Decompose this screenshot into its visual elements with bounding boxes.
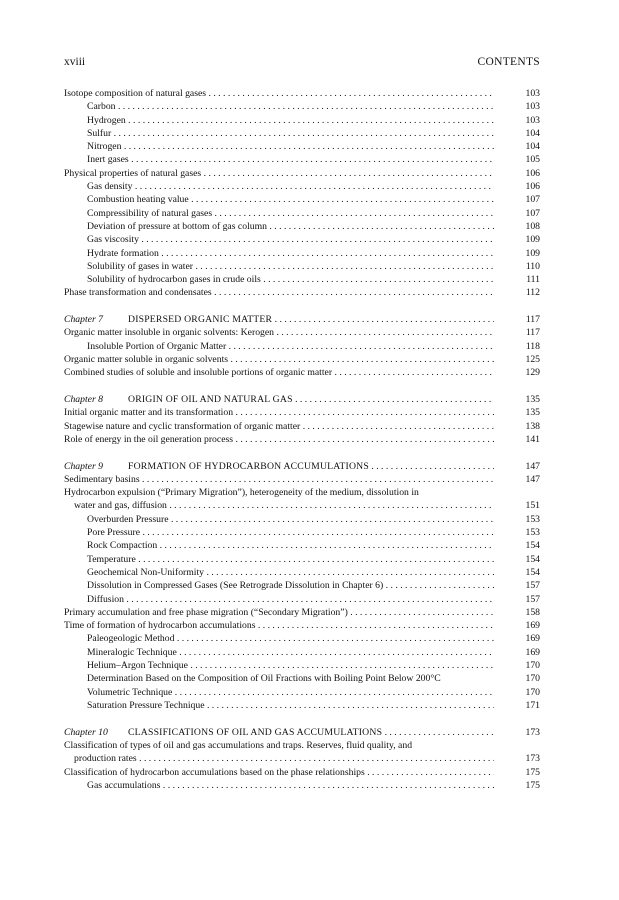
toc-entry[interactable]	[64, 526, 540, 539]
toc-entry-page: 117	[525, 327, 540, 339]
toc-entry-page: 157	[525, 593, 540, 605]
toc-entry[interactable]	[64, 539, 540, 552]
chapter-title-line	[64, 393, 494, 406]
toc-entry-title: Dissolution in Compressed Gases (See Retrograde Dissolution in Chapter 6) . . .	[87, 579, 494, 592]
chapter-title-line	[64, 313, 494, 326]
toc-entry-page: 125	[525, 354, 540, 366]
toc-entry-page: 169	[525, 633, 540, 645]
toc-entry-title: Combustion heating value . . .	[87, 193, 494, 206]
toc-entry-title: Gas viscosity . . .	[87, 233, 494, 246]
toc-entry-title: Combined studies of soluble and insoluble portions of organic matter . . .	[64, 366, 494, 379]
toc-entry[interactable]	[64, 420, 540, 433]
toc-entry[interactable]	[64, 87, 540, 100]
toc-entry[interactable]	[64, 646, 540, 659]
toc-entry-title: Stagewise nature and cyclic transformation of organic matter . . .	[64, 420, 494, 433]
toc-entry[interactable]	[64, 553, 540, 566]
section-gap	[64, 300, 540, 313]
toc-entry-page: 110	[525, 260, 540, 272]
chapter-page: 135	[525, 394, 540, 406]
toc-entry[interactable]	[64, 353, 540, 366]
toc-entry[interactable]	[64, 193, 540, 206]
toc-entry-title: Primary accumulation and free phase migration (“Secondary Migration”) . . .	[64, 606, 494, 619]
toc-entry-title: Classification of types of oil and gas accumulations and traps. Reserves, fluid quality, and	[64, 739, 413, 751]
chapter-heading[interactable]	[64, 726, 540, 739]
toc-entry-title: Temperature . . .	[87, 553, 494, 566]
toc-entry-page: 157	[525, 580, 540, 592]
chapter-heading[interactable]	[64, 313, 540, 326]
toc-entry-page: 107	[525, 194, 540, 206]
chapter-title: ORIGIN OF OIL AND NATURAL GAS	[128, 394, 293, 406]
toc-entry-title: Deviation of pressure at bottom of gas column . . .	[87, 220, 494, 233]
toc-entry-page: 175	[525, 779, 540, 791]
toc-entry-page: 107	[525, 207, 540, 219]
toc-entry-page: 169	[525, 646, 540, 658]
chapter-title: FORMATION OF HYDROCARBON ACCUMULATIONS	[128, 460, 369, 472]
toc-entry-page: 171	[525, 699, 540, 711]
toc-entry[interactable]	[64, 579, 540, 592]
toc-entry[interactable]	[64, 486, 540, 499]
toc-entry-page: 141	[525, 433, 540, 445]
toc-entry-page: 153	[525, 527, 540, 539]
toc-entry-title: Hydrocarbon expulsion (“Primary Migration”), heterogeneity of the medium, dissolution in	[64, 487, 419, 499]
toc-entry-title: Organic matter soluble in organic solvents . . .	[64, 353, 494, 366]
toc-entry-page: 169	[525, 620, 540, 632]
toc-entry[interactable]	[64, 499, 540, 512]
toc-entry-page: 104	[525, 127, 540, 139]
page-header	[64, 56, 540, 70]
toc-entry-title: production rates . . .	[74, 752, 494, 765]
toc-entry-title: Diffusion . . .	[87, 593, 494, 606]
chapter-page: 147	[525, 460, 540, 472]
toc-entry-page: 147	[525, 473, 540, 485]
toc-entry[interactable]	[64, 593, 540, 606]
toc-entry-title: Compressibility of natural gases . . .	[87, 207, 494, 220]
toc-entry-page: 129	[525, 367, 540, 379]
toc-entry-title: Rock Compaction . . .	[87, 539, 494, 552]
toc-entry[interactable]	[64, 207, 540, 220]
chapter-label: Chapter 9	[64, 460, 104, 472]
toc-entry-title: Gas density . . .	[87, 180, 494, 193]
toc-entry-page: 154	[525, 553, 540, 565]
chapter-title: CLASSIFICATIONS OF OIL AND GAS ACCUMULATIONS	[128, 726, 383, 738]
toc-entry-page: 153	[525, 513, 540, 525]
toc-entry-title: Overburden Pressure . . .	[87, 513, 494, 526]
section-gap	[64, 446, 540, 459]
toc-entry-title: Inert gases . . .	[87, 153, 494, 166]
toc-entry-title: water and gas, diffusion . . .	[74, 499, 494, 512]
toc-entry[interactable]	[64, 566, 540, 579]
toc-entry-title: Pore Pressure . . .	[87, 526, 494, 539]
toc-entry[interactable]	[64, 632, 540, 645]
toc-entry-page: 138	[525, 420, 540, 432]
toc-entry-page: 135	[525, 407, 540, 419]
toc-entry-page: 103	[525, 88, 540, 99]
chapter-label: Chapter 7	[64, 314, 104, 326]
toc-entry[interactable]	[64, 779, 540, 792]
chapter-label: Chapter 10	[64, 726, 108, 738]
toc-entry-page: 103	[525, 114, 540, 126]
toc-entry-page: 175	[525, 766, 540, 778]
toc-entry[interactable]	[64, 619, 540, 632]
toc-entry-page: 104	[525, 141, 540, 153]
toc-entry-title: Initial organic matter and its transformation . . .	[64, 406, 494, 419]
chapter-page: 117	[525, 314, 540, 326]
toc-entry[interactable]	[64, 326, 540, 339]
section-gap	[64, 712, 540, 725]
table-of-contents	[64, 87, 540, 792]
toc-entry-page: 170	[525, 673, 540, 685]
toc-entry[interactable]	[64, 366, 540, 379]
toc-entry[interactable]	[64, 167, 540, 180]
toc-entry-page: 173	[525, 753, 540, 765]
toc-entry-title: Nitrogen . . .	[87, 140, 494, 153]
toc-entry-page: 106	[525, 167, 540, 179]
toc-entry[interactable]	[64, 247, 540, 260]
toc-entry-page: 105	[525, 154, 540, 166]
toc-entry-title: Phase transformation and condensates . . .	[64, 286, 494, 299]
toc-entry-page: 108	[525, 220, 540, 232]
toc-entry-title: Solubility of gases in water . . .	[87, 260, 494, 273]
toc-entry-page: 170	[525, 660, 540, 672]
toc-entry-title: Gas accumulations . . .	[87, 779, 494, 792]
toc-entry-title: Hydrate formation . . .	[87, 247, 494, 260]
toc-entry[interactable]	[64, 233, 540, 246]
toc-entry[interactable]	[64, 127, 540, 140]
toc-entry-title: Time of formation of hydrocarbon accumulations . . .	[64, 619, 494, 632]
chapter-page: 173	[525, 726, 540, 738]
toc-entry[interactable]	[64, 100, 540, 113]
toc-entry-title: Carbon . . .	[87, 100, 494, 113]
toc-entry-title: Insoluble Portion of Organic Matter . . .	[87, 340, 494, 353]
toc-entry[interactable]	[64, 260, 540, 273]
toc-entry[interactable]	[64, 659, 540, 672]
toc-entry[interactable]	[64, 513, 540, 526]
toc-entry-page: 112	[525, 287, 540, 299]
toc-entry-page: 109	[525, 234, 540, 246]
toc-entry[interactable]	[64, 672, 540, 685]
toc-entry[interactable]	[64, 766, 540, 779]
toc-entry-title: Helium–Argon Technique . . .	[87, 659, 494, 672]
toc-entry[interactable]	[64, 606, 540, 619]
toc-entry-page: 103	[525, 101, 540, 113]
toc-entry[interactable]	[64, 220, 540, 233]
chapter-heading[interactable]	[64, 460, 540, 473]
toc-entry-title: Sulfur . . .	[87, 127, 494, 140]
toc-entry-title: Mineralogic Technique . . .	[87, 646, 494, 659]
toc-entry[interactable]	[64, 180, 540, 193]
toc-entry[interactable]	[64, 739, 540, 752]
toc-entry-page: 154	[525, 566, 540, 578]
toc-entry[interactable]	[64, 140, 540, 153]
toc-entry-title: Classification of hydrocarbon accumulations based on the phase relationships . . .	[64, 766, 494, 779]
toc-entry[interactable]	[64, 473, 540, 486]
toc-entry-title: Sedimentary basins . . .	[64, 473, 494, 486]
toc-entry[interactable]	[64, 273, 540, 286]
running-title: CONTENTS	[477, 56, 540, 68]
toc-entry[interactable]	[64, 406, 540, 419]
toc-entry-title: Volumetric Technique . . .	[87, 686, 494, 699]
toc-entry-page: 118	[525, 340, 540, 352]
toc-entry-title: Determination Based on the Composition of Oil Fractions with Boiling Point Below 200°C	[87, 673, 441, 685]
toc-entry[interactable]	[64, 153, 540, 166]
toc-entry[interactable]	[64, 433, 540, 446]
toc-entry-title: Geochemical Non-Uniformity . . .	[87, 566, 494, 579]
toc-entry-page: 170	[525, 686, 540, 698]
toc-entry-page: 111	[526, 274, 540, 286]
toc-entry-title: Solubility of hydrocarbon gases in crude oils . . .	[87, 273, 494, 286]
chapter-heading[interactable]	[64, 393, 540, 406]
toc-entry-page: 151	[525, 500, 540, 512]
toc-entry-page: 106	[525, 181, 540, 193]
page-number: xviii	[64, 56, 86, 68]
toc-entry-title: Hydrogen . . .	[87, 114, 494, 127]
toc-entry-title: Physical properties of natural gases . . .	[64, 167, 494, 180]
toc-entry[interactable]	[64, 752, 540, 765]
chapter-title: DISPERSED ORGANIC MATTER	[128, 314, 273, 326]
toc-entry[interactable]	[64, 340, 540, 353]
toc-entry[interactable]	[64, 114, 540, 127]
toc-entry-title: Isotope composition of natural gases . . .	[64, 87, 494, 100]
chapter-title-line	[64, 726, 494, 739]
chapter-label: Chapter 8	[64, 394, 104, 406]
toc-entry-page: 158	[525, 606, 540, 618]
toc-entry-title: Paleogeologic Method . . .	[87, 632, 494, 645]
toc-entry-title: Role of energy in the oil generation process . . .	[64, 433, 494, 446]
toc-entry-title: Saturation Pressure Technique . . .	[87, 699, 494, 712]
toc-entry[interactable]	[64, 686, 540, 699]
section-gap	[64, 380, 540, 393]
toc-entry-title: Organic matter insoluble in organic solvents: Kerogen . . .	[64, 326, 494, 339]
toc-entry-page: 154	[525, 540, 540, 552]
toc-entry-page: 109	[525, 247, 540, 259]
chapter-title-line	[64, 460, 494, 473]
toc-entry[interactable]	[64, 699, 540, 712]
toc-entry[interactable]	[64, 286, 540, 299]
